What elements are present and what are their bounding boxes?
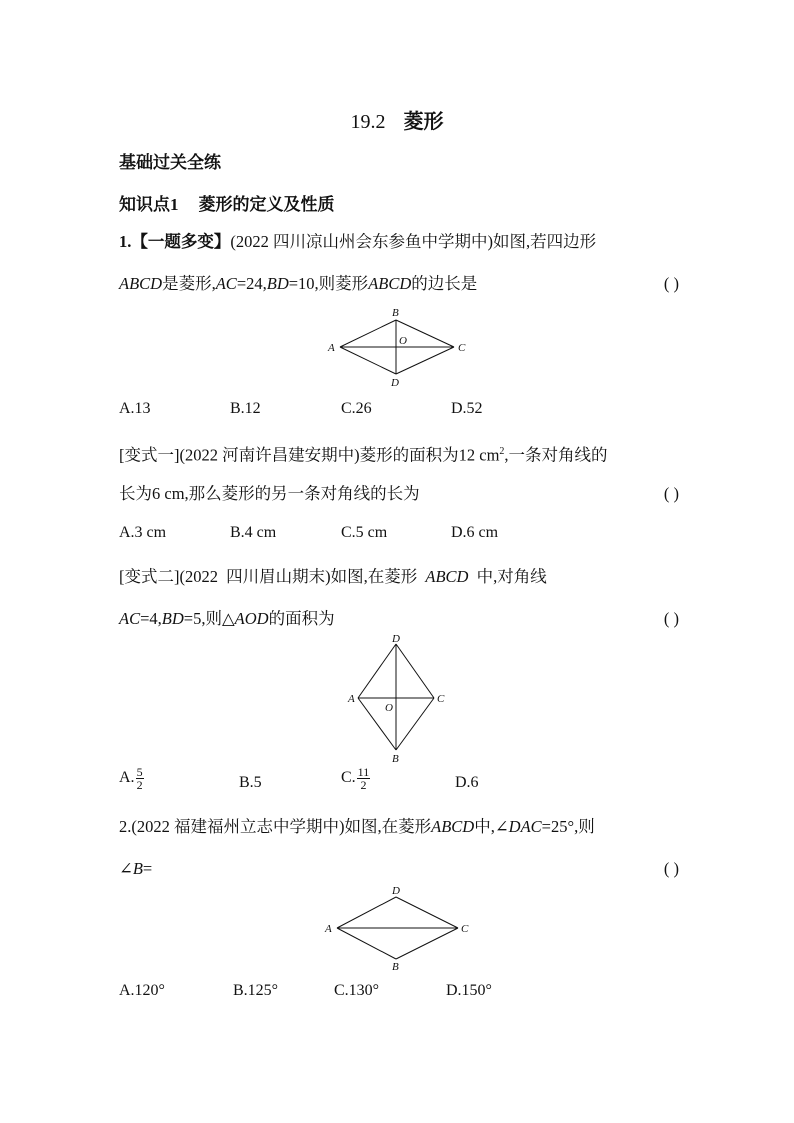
variant2-line2 [119,607,679,631]
variant2-text: =4, [140,609,162,628]
label-a: A [325,923,332,935]
q2-source: (2022 福建福州立志中学期中) [131,817,345,836]
label-d: D [392,885,400,897]
section-number: 19.2 [350,111,386,133]
variant1-tag: [变式一] [119,445,180,465]
variant1-answer-paren: ( ) [663,484,679,503]
label-o: O [399,335,407,347]
q1-answer-paren: ( ) [663,274,679,293]
edge-cb [396,928,458,959]
q2-var: B [132,859,143,878]
variant2-option-b[interactable]: B.5 [239,774,262,791]
q2-option-a[interactable]: A.120° [119,982,165,999]
knowledge-point-heading [119,190,335,215]
q1-option-b[interactable]: B.12 [230,400,261,417]
q2-text: ∠ [119,859,133,878]
variant2-option-c[interactable] [341,766,370,791]
label-o: O [385,702,393,714]
q2-text: =25°,则 [541,817,595,836]
denominator: 2 [136,778,143,792]
q1-text: 的边长是 [411,274,478,293]
q2-answer-paren: ( ) [663,859,679,878]
edge-ad [358,644,396,698]
variant2-text: 如图,在菱形 [330,567,418,586]
label-b: B [392,307,399,319]
numerator: 11 [357,765,370,779]
q2-var: ABCD [431,817,475,836]
variant2-text: 中,对角线 [476,567,547,586]
variant2-var: ABCD [425,567,469,586]
edge-cd [396,347,454,374]
edge-dc [396,644,434,698]
label-c: C [437,693,445,705]
option-prefix: A. [119,769,135,787]
variant2-source: (2022 四川眉山期末) [179,567,331,586]
option-prefix: C. [341,769,356,787]
denominator: 2 [360,778,367,792]
variant1-line1 [119,440,679,468]
q1-tag: 【一题多变】 [131,232,231,251]
q1-var: ABCD [368,274,412,293]
variant1-source: (2022 河南许昌建安期中) [179,445,360,465]
variant2-tag: [变式二] [119,567,180,586]
q2-number: 2. [119,817,132,836]
edge-dc [396,897,458,928]
variant1-text: ,一条对角线的 [504,445,608,465]
q2-rhombus-figure [320,882,480,972]
variant1-text: 菱形的面积为12 cm [359,445,500,465]
label-d: D [392,633,400,645]
variant1-text: 长为6 cm,那么菱形的另一条对角线的长为 [119,484,420,503]
edge-cb [396,698,434,750]
variant1-option-d[interactable]: D.6 cm [451,524,499,541]
q1-text: =24, [236,274,267,293]
variant1-options [119,524,619,546]
page-title [0,105,794,134]
label-a: A [348,693,355,705]
q1-var: ABCD [119,274,163,293]
knowledge-point-name: 菱形的定义及性质 [198,195,335,214]
q1-text: 如图,若四边形 [493,232,597,251]
q2-line1 [119,815,679,839]
q1-text: 是菱形, [162,274,216,293]
edge-ab [340,320,396,347]
fraction [357,766,371,791]
q1-var: AC [215,274,237,293]
variant1-line2 [119,482,679,506]
numerator: 5 [136,765,143,779]
q1-rhombus-figure [320,302,480,392]
knowledge-point-label: 知识点1 [119,195,179,214]
fraction [136,766,144,791]
q1-line2 [119,272,679,296]
label-b: B [392,961,399,972]
q1-option-c[interactable]: C.26 [341,400,372,417]
variant2-var: BD [161,609,184,628]
variant1-option-a[interactable]: A.3 cm [119,524,167,541]
q2-text: = [142,859,153,878]
q2-option-d[interactable]: D.150° [446,982,492,999]
variant1-option-c[interactable]: C.5 cm [341,524,388,541]
label-d: D [391,377,399,389]
edge-ba [337,928,396,959]
variant2-var: AC [119,609,141,628]
q2-option-b[interactable]: B.125° [233,982,279,999]
q2-options [119,982,619,1004]
variant2-options [119,766,639,798]
edge-ad [337,897,396,928]
variant2-var: AOD [234,609,269,628]
q1-number: 1. [119,232,132,251]
label-b: B [392,753,399,765]
q1-line1 [119,230,679,254]
q1-option-a[interactable]: A.13 [119,400,151,417]
q1-var: BD [266,274,289,293]
variant2-line1 [119,565,679,589]
q2-text: 中,∠ [474,817,509,836]
q2-option-c[interactable]: C.130° [334,982,380,999]
variant2-answer-paren: ( ) [663,609,679,628]
q2-line2 [119,857,679,881]
q1-source: (2022 四川凉山州会东参鱼中学期中) [230,232,493,251]
q2-var: DAC [508,817,542,836]
label-c: C [461,923,469,935]
section-heading: 基础过关全练 [119,153,221,172]
q1-options [119,400,619,422]
label-a: A [328,342,335,354]
variant1-sup: 2 [499,446,505,457]
q2-text: 如图,在菱形 [344,817,432,836]
variant2-option-a[interactable] [119,766,144,791]
label-c: C [458,342,466,354]
variant1-option-b[interactable]: B.4 cm [230,524,277,541]
variant2-text: =5,则△ [183,609,235,628]
variant2-text: 的面积为 [268,609,335,628]
q1-option-d[interactable]: D.52 [451,400,483,417]
variant2-option-d[interactable]: D.6 [455,774,479,791]
variant2-rhombus-figure [340,632,460,767]
edge-da [340,347,396,374]
q1-text: =10,则菱形 [288,274,369,293]
section-name: 菱形 [403,111,444,133]
